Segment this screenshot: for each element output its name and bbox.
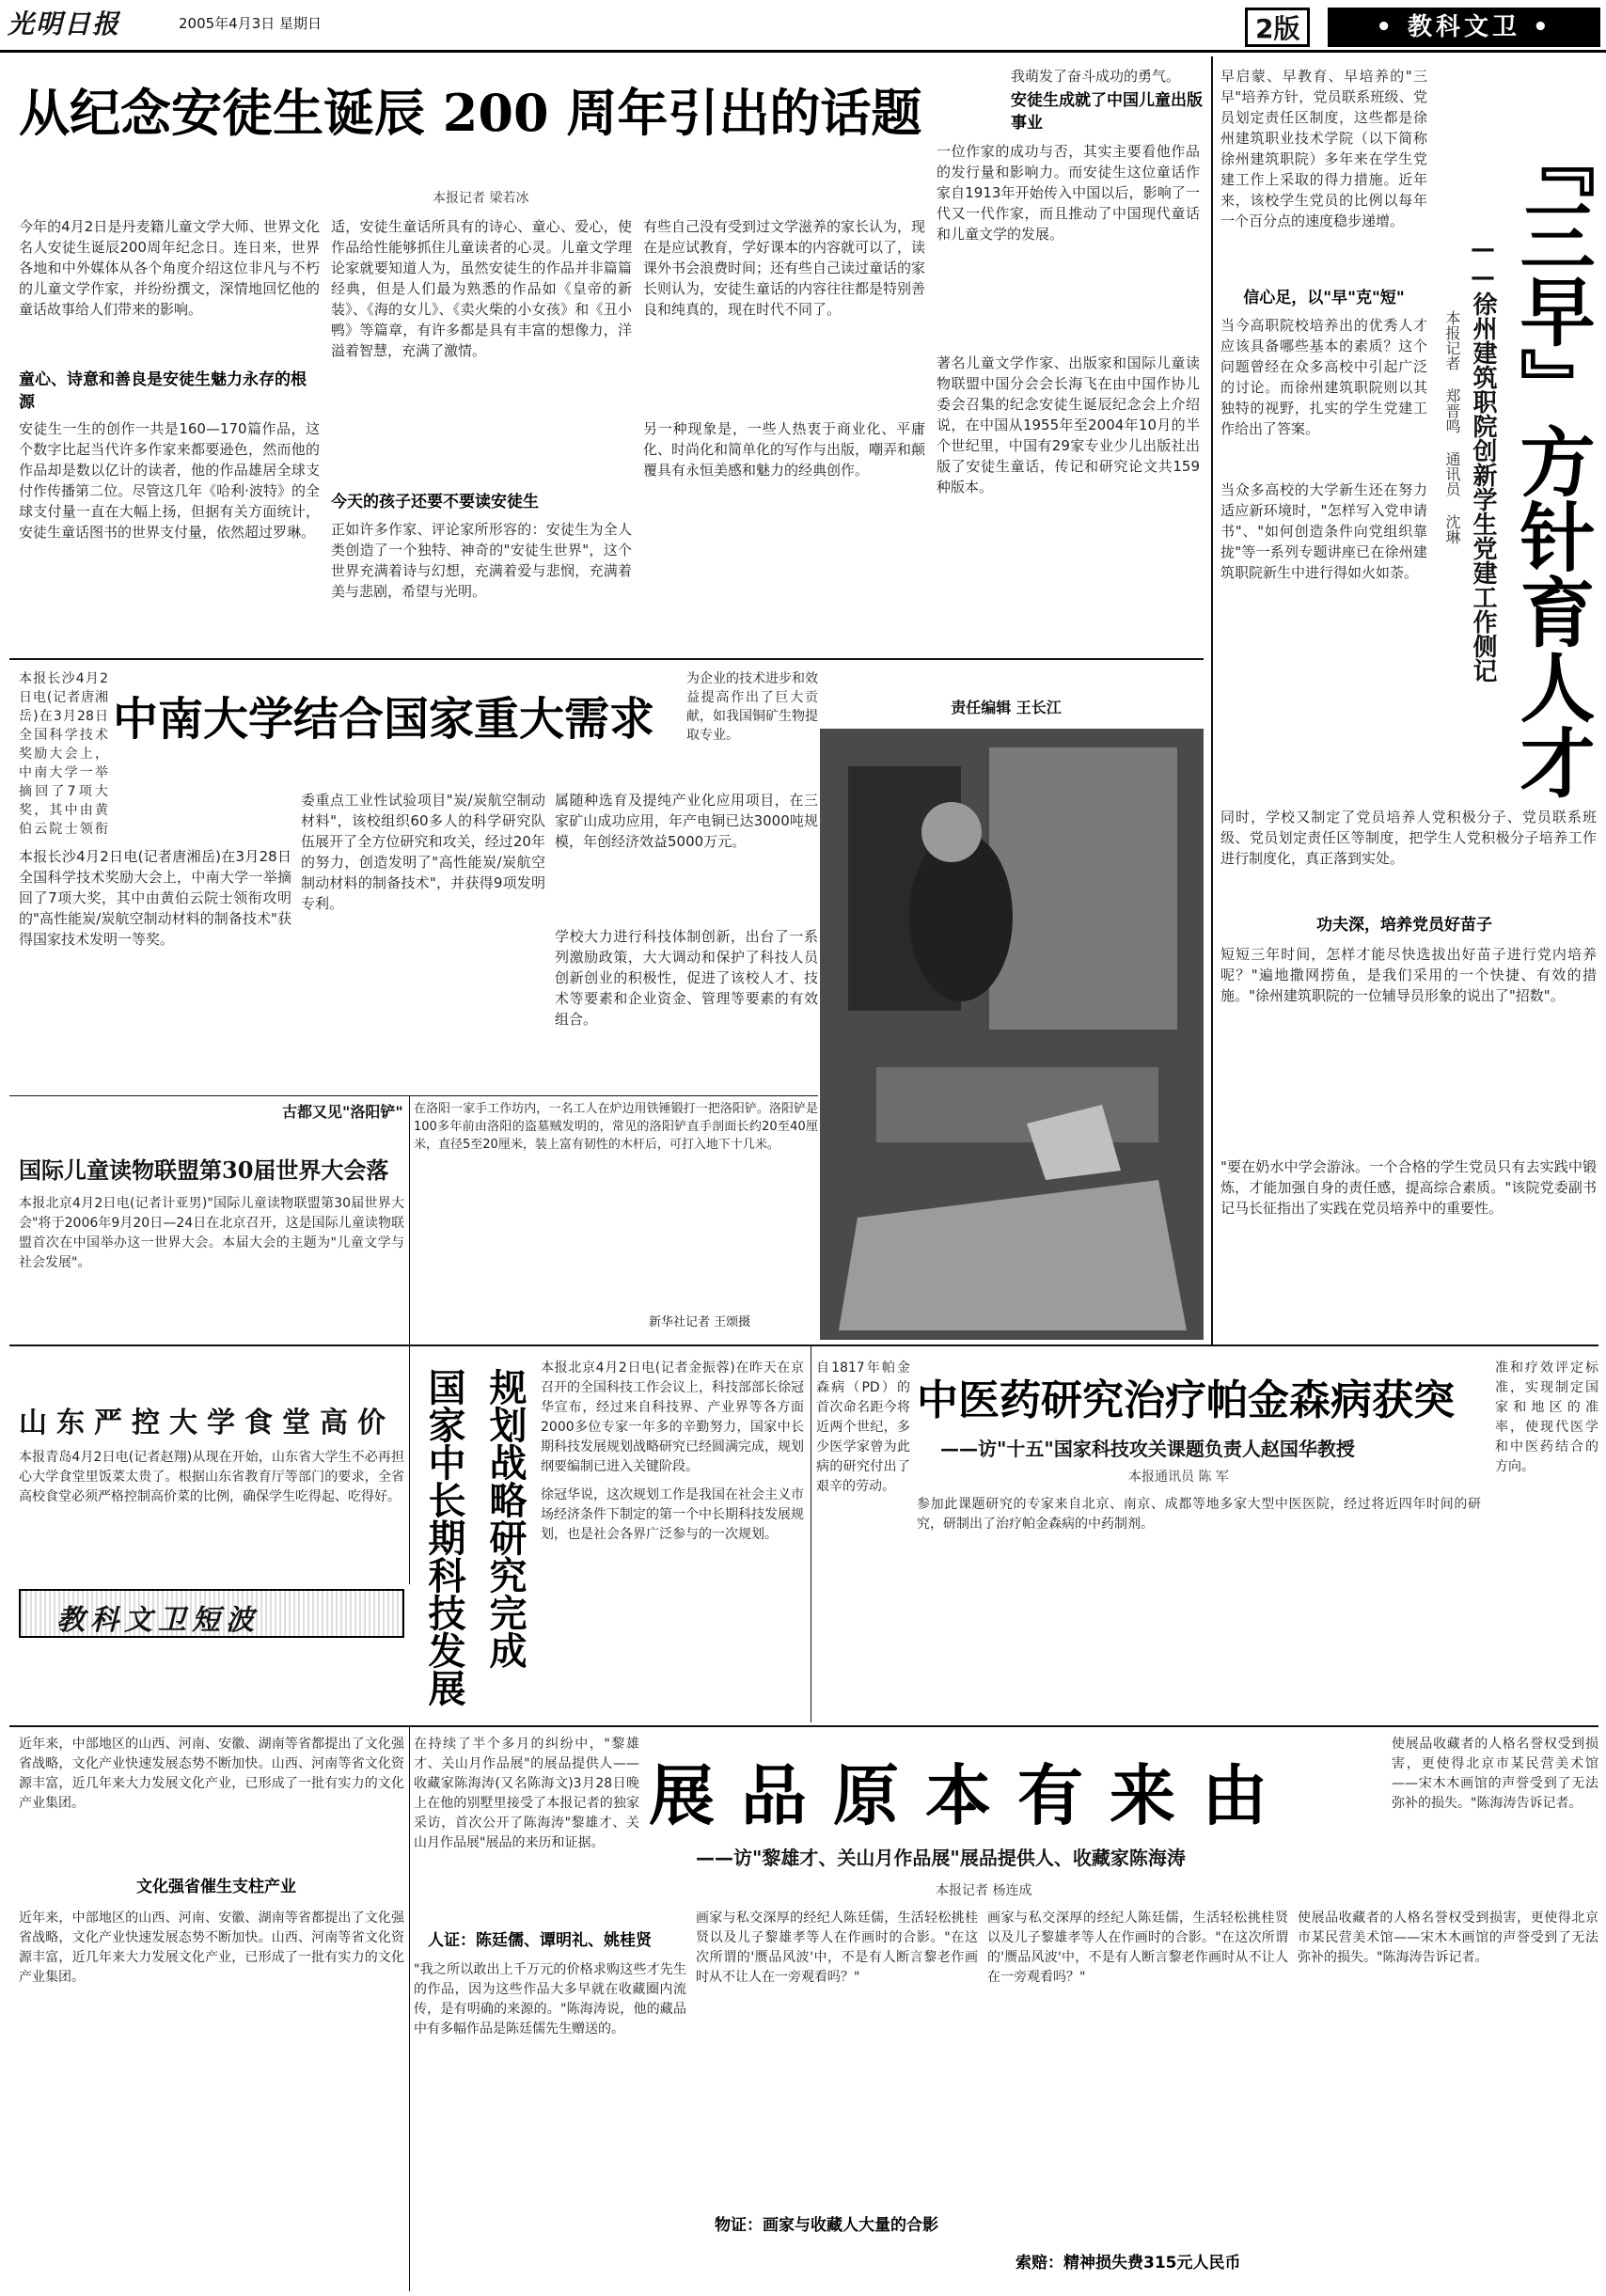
divider bbox=[9, 1725, 1598, 1727]
article-plan-body: 本报北京4月2日电(记者金振蓉)在昨天在京召开的全国科技工作会议上，科技部部长徐冠华宣布，经过来自科技界、产业界等各方面2000多位专家一年多的辛勤努力，国家中长期科技发展规划战略研究已经圆满完成，规划纲要编制已进入关键阶段。 bbox=[541, 1360, 804, 1474]
article-anderson-subhead-1: 童心、诗意和善良是安徒生魅力永存的根源 bbox=[19, 370, 307, 412]
short-news-banner-text: 教科文卫短波 bbox=[56, 1604, 260, 1634]
sidebar-subhead-1: 信心足，以"早"克"短" bbox=[1243, 289, 1405, 307]
article-anderson-title: 从纪念安徒生诞辰 200 周年引出的话题 bbox=[19, 83, 922, 143]
paper-name: 光明日报 bbox=[8, 8, 121, 39]
photo-editor-credit: 责任编辑 王长江 bbox=[951, 699, 1062, 716]
article-exhibit-col3b: 画家与私交深厚的经纪人陈廷儒，生活轻松挑桂贤以及儿子黎雄孝等人在作画时的合影。"在这次所谓的'赝品风波'中，不是有人断言黎老作画时从不让人在一旁观看吗？" bbox=[987, 1911, 1288, 1985]
short-news-heading: 文化强省催生支柱产业 bbox=[136, 1878, 296, 1896]
brief-ibby-title: 国际儿童读物联盟第30届世界大会落 bbox=[19, 1156, 389, 1184]
sidebar-p6: "要在奶水中学会游泳。一个合格的学生党员只有去实践中锻炼，才能加强自身的责任感，提高综合素质。"该院党委副书记马长征指出了实践在党员培养中的重要性。 bbox=[1220, 1158, 1597, 1217]
photo-credit: 新华社记者 王颂摄 bbox=[649, 1315, 751, 1329]
article-anderson-col4-lead: 我萌发了奋斗成功的勇气。 bbox=[1011, 68, 1181, 85]
issue-date: 2005年4月3日 星期日 bbox=[179, 15, 323, 32]
sidebar-p1: 早启蒙、早教育、早培养的"三早"培养方针，党员联系班级、党员划定责任区制度，这些都是徐州建筑职业技术学院（以下简称徐州建筑职院）多年来在学生党建工作上采取的得力措施。近年来，该校学生党员的比例以每年一个百分点的速度稳步递增。 bbox=[1220, 68, 1427, 229]
divider bbox=[409, 1095, 410, 1584]
article-anderson-col4b: 一位作家的成功与否，其实主要看他作品的发行量和影响力。而安徒生这位童话作家自1913年开始传入中国以后，影响了一代又一代作家，而且推动了中国现代童话和儿童文学的发展。 bbox=[937, 143, 1200, 243]
article-tcm-col3: 准和疗效评定标准，实现制定国家和地区的准率，使现代医学和中医药结合的方向。 bbox=[1495, 1360, 1598, 1474]
article-plan-body2: 徐冠华说，这次规划工作是我国在社会主义市场经济条件下制定的第一个中长期科技发展规划，也是社会各界广泛参与的一次规划。 bbox=[541, 1487, 804, 1542]
article-csu-title: 中南大学结合国家重大需求 bbox=[113, 693, 655, 746]
article-csu-col1: 本报长沙4月2日电(记者唐湘岳)在3月28日全国科学技术奖励大会上，中南大学一举摘回了7项大奖，其中由黄伯云院士领衔攻明的"高性能炭/炭航空制动材料的制备技术"获得国家技术发明一等奖。 bbox=[19, 848, 291, 948]
article-tcm-title: 中医药研究治疗帕金森病获突 bbox=[917, 1376, 1455, 1424]
article-tcm-byline: 本报通讯员 陈 军 bbox=[1128, 1470, 1229, 1485]
sidebar-title: 『三早』方针育人才 bbox=[1507, 122, 1596, 799]
sidebar-p3: 当众多高校的大学新生还在努力适应新环境时，"怎样写入党申请书"、"如何创造条件向党组织靠拢"等一系列专题讲座已在徐州建筑职院新生中进行得如火如荼。 bbox=[1220, 481, 1427, 581]
section-label: • 教科文卫 • bbox=[1328, 8, 1600, 47]
article-exhibit-col5: 使展品收藏者的人格名誉权受到损害，更使得北京市某民营美术馆——宋木木画馆的声誉受到了无法弥补的损失。"陈海涛告诉记者。 bbox=[1298, 1911, 1598, 1965]
short-news-lead: 近年来，中部地区的山西、河南、安徽、湖南等省都提出了文化强省战略，文化产业快速发展态势不断加快。山西、河南等省文化资源丰富，近几年来大力发展文化产业，已形成了一批有实力的文化产业集团。 bbox=[19, 1737, 404, 1811]
photo-caption: 在洛阳一家手工作坊内，一名工人在炉边用铁锤锻打一把洛阳铲。洛阳铲是100多年前由洛阳的盗墓贼发明的，常见的洛阳铲直手剖面长约20至40厘米，直径5至20厘米，装上富有韧性的木杆后，可打入地下十几米。 bbox=[414, 1102, 818, 1152]
article-csu-col3: 属随种选育及提纯产业化应用项目，在三家矿山成功应用，年产电铜已达3000吨规模，年创经济效益5000万元。 bbox=[555, 792, 818, 850]
article-exhibit-subhead-2: 物证：画家与收藏人大量的合影 bbox=[715, 2216, 938, 2235]
page-number: 2版 bbox=[1245, 8, 1310, 47]
article-exhibit-col2: "我之所以敢出上千万元的价格求购这些才先生的作品，因为这些作品大多早就在收藏圈内流传，是有明确的来源的。"陈海涛说，他的藏品中有多幅作品是陈廷儒先生赠送的。 bbox=[414, 1962, 686, 2037]
sidebar-p5: 短短三年时间，怎样才能尽快选拔出好苗子进行党内培养呢？"遍地撒网捞鱼，是我们采用的一个快捷、有效的措施。"徐州建筑职院的一位辅导员形象的说出了"招数"。 bbox=[1220, 946, 1597, 1004]
article-anderson-subhead-3: 安徒生成就了中国儿童出版事业 bbox=[1011, 91, 1203, 133]
brief-ibby-body: 本报北京4月2日电(记者计亚男)"国际儿童读物联盟第30届世界大会"将于2006年9月20日—24日在北京召开，这是国际儿童读物联盟首次在中国举办这一世界大会。本届大会的主题为"儿童文学与社会发展"。 bbox=[19, 1196, 404, 1270]
article-tcm-col2: 参加此课题研究的专家来自北京、南京、成都等地多家大型中医医院，经过将近四年时间的研究，研制出了治疗帕金森病的中药制剂。 bbox=[917, 1497, 1481, 1532]
sidebar-subtitle: ——徐州建筑职院创新学生党建工作侧记 bbox=[1469, 235, 1497, 683]
sidebar-p2: 当今高职院校培养出的优秀人才应该具备哪些基本的素质？这个问题曾经在众多高校中引起广泛的讨论。而徐州建筑职院则以其独特的视野，扎实的学生党建工作给出了答案。 bbox=[1220, 317, 1427, 437]
article-exhibit-byline: 本报记者 杨连成 bbox=[936, 1883, 1032, 1898]
article-anderson-col3: 有些自己没有受到过文学滋养的家长认为，现在是应试教育，学好课本的内容就可以了，读课外书会浪费时间；还有些自己读过童话的家长则认为，安徒生童话的内容往往都是特别善良和纯真的，现在时代不同了。 bbox=[643, 218, 925, 318]
article-csu-col2: 委重点工业性试验项目"炭/炭航空制动材料"，该校组织60多人的科学研究队伍展开了全方位研究和攻关，经过20年的努力，创造发明了"高性能炭/炭航空制动材料的制备技术"，并获得9项发明专利。 bbox=[301, 792, 545, 912]
article-tcm-subtitle: ——访"十五"国家科技攻关课题负责人赵国华教授 bbox=[940, 1438, 1355, 1460]
article-anderson-col4c: 著名儿童文学作家、出版家和国际儿童读物联盟中国分会会长海飞在由中国作协儿委会召集的纪念安徒生诞辰纪念会上介绍说，在中国从1955年至2004年10月的半个世纪里，中国有29家专业少儿出版社出版了安徒生童话，传记和研究论文共159种版本。 bbox=[937, 354, 1200, 495]
article-csu-col4: 为企业的技术进步和效益提高作出了巨大贡献，如我国铜矿生物提取专业。 bbox=[686, 671, 818, 743]
article-anderson-col2b: 正如许多作家、评论家所形容的：安徒生为全人类创造了一个独特、神奇的"安徒生世界"，这个世界充满着诗与幻想，充满着爱与悲悯，充满着美与悲剧，希望与光明。 bbox=[331, 521, 632, 600]
article-anderson-subhead-2: 今天的孩子还要不要读安徒生 bbox=[331, 493, 539, 511]
article-anderson-col1b: 安徒生一生的创作一共是160—170篇作品，这个数字比起当代许多作家来都要逊色，然而他的作品却是数以亿计的读者，他的作品雄居全球支付作传播第二位。尽管这几年《哈利·波特》的全球支付量一直在大幅上扬，但据有关方面统计，安徒生童话图书的世界支付量，依然超过罗琳。 bbox=[19, 420, 320, 541]
article-exhibit-col4: 使展品收藏者的人格名誉权受到损害，更使得北京市某民营美术馆——宋木木画馆的声誉受到了无法弥补的损失。"陈海涛告诉记者。 bbox=[1392, 1737, 1598, 1811]
photo-caption-title: 古都又见"洛阳铲" bbox=[282, 1103, 403, 1121]
article-anderson-col1: 今年的4月2日是丹麦籍儿童文学大师、世界文化名人安徒生诞辰200周年纪念日。连日来，世界各地和中外媒体从各个角度介绍这位非凡与不朽的儿童文学作家，并纷纷撰文，深情地回忆他的童话故事给人们带来的影响。 bbox=[19, 218, 320, 318]
article-csu-col3b: 学校大力进行科技体制创新，出台了一系列激励政策，大大调动和保护了科技人员创新创业的积极性，促进了该校人才、技术等要素和企业资金、管理等要素的有效组合。 bbox=[555, 928, 818, 1028]
article-csu-lead: 本报长沙4月2日电(记者唐湘岳)在3月28日全国科学技术奖励大会上，中南大学一举摘回了7项大奖，其中由黄伯云院士领衔 bbox=[19, 671, 108, 837]
article-anderson-col2: 适，安徒生童话所具有的诗心、童心、爱心，使作品给性能够抓住儿童读者的心灵。儿童文学理论家就要知道人为，虽然安徒生的作品并非篇篇经典，但是人们最为熟悉的作品如《皇帝的新装》、《海的女儿》、《卖火柴的小女孩》和《丑小鸭》等篇章，有许多都是具有丰富的想像力，洋溢着智慧，充满了激情。 bbox=[331, 218, 632, 359]
article-plan-title-b: 规划战略研究完成 bbox=[483, 1368, 527, 1669]
article-plan-title-a: 国家中长期科技发展 bbox=[422, 1368, 466, 1706]
brief-canteen-title: 山东严控大学食堂高价 bbox=[19, 1407, 395, 1439]
divider bbox=[1211, 56, 1213, 1345]
article-exhibit-subtitle: ——访"黎雄才、关山月作品展"展品提供人、收藏家陈海涛 bbox=[696, 1847, 1186, 1869]
divider bbox=[9, 1095, 818, 1096]
article-anderson-col3b: 另一种现象是，一些人热衷于商业化、平庸化、时尚化和简单化的写作与出版，嘲弄和颠覆具有永恒美感和魅力的经典创作。 bbox=[643, 420, 925, 479]
article-exhibit-subhead-3: 索赔：精神损失费315元人民币 bbox=[1016, 2254, 1241, 2272]
article-anderson-byline: 本报记者 梁若冰 bbox=[433, 191, 529, 206]
sidebar-p4: 同时，学校又制定了党员培养人党积极分子、党员联系班级、党员划定责任区等制度，把学生人党积极分子培养工作进行制度化，真正落到实处。 bbox=[1220, 809, 1597, 867]
divider bbox=[409, 1727, 410, 2291]
article-exhibit-subhead-1: 人证：陈廷儒、谭明礼、姚桂贤 bbox=[428, 1931, 652, 1950]
sidebar-subhead-2: 功夫深，培养党员好苗子 bbox=[1316, 916, 1492, 935]
brief-canteen-body: 本报青岛4月2日电(记者赵翔)从现在开始，山东省大学生不必再担心大学食堂里饭菜太贵了。根据山东省教育厅等部门的要求，全省高校食堂必须严格控制高价菜的比例，确保学生吃得起、吃得好。 bbox=[19, 1450, 404, 1504]
divider bbox=[9, 658, 1204, 660]
sidebar-byline: 本报记者 郑晋鸣 通讯员 沈琳 bbox=[1443, 310, 1461, 544]
photo-luoyang-shovel bbox=[820, 729, 1204, 1340]
article-exhibit-col1: 在持续了半个多月的纠纷中，"黎雄才、关山月作品展"的展品提供人——收藏家陈海涛(又名陈海文)3月28日晚上在他的别墅里接受了本报记者的独家采访，首次公开了陈海涛"黎雄才、关山月作品展"展品的来历和证据。 bbox=[414, 1737, 639, 1850]
article-exhibit-title: 展品原本有来由 bbox=[649, 1756, 1294, 1834]
short-news-body: 近年来，中部地区的山西、河南、安徽、湖南等省都提出了文化强省战略，文化产业快速发展态势不断加快。山西、河南等省文化资源丰富，近几年来大力发展文化产业，已形成了一批有实力的文化产业集团。 bbox=[19, 1911, 404, 1985]
article-tcm-col1: 自1817年帕金森病（PD）的首次命名距今将近两个世纪，多少医学家曾为此病的研究付出了艰辛的劳动。 bbox=[816, 1360, 910, 1494]
article-exhibit-col3: 画家与私交深厚的经纪人陈廷儒，生活轻松挑桂贤以及儿子黎雄孝等人在作画时的合影。"在这次所谓的'赝品风波'中，不是有人断言黎老作画时从不让人在一旁观看吗？" bbox=[696, 1911, 978, 1985]
